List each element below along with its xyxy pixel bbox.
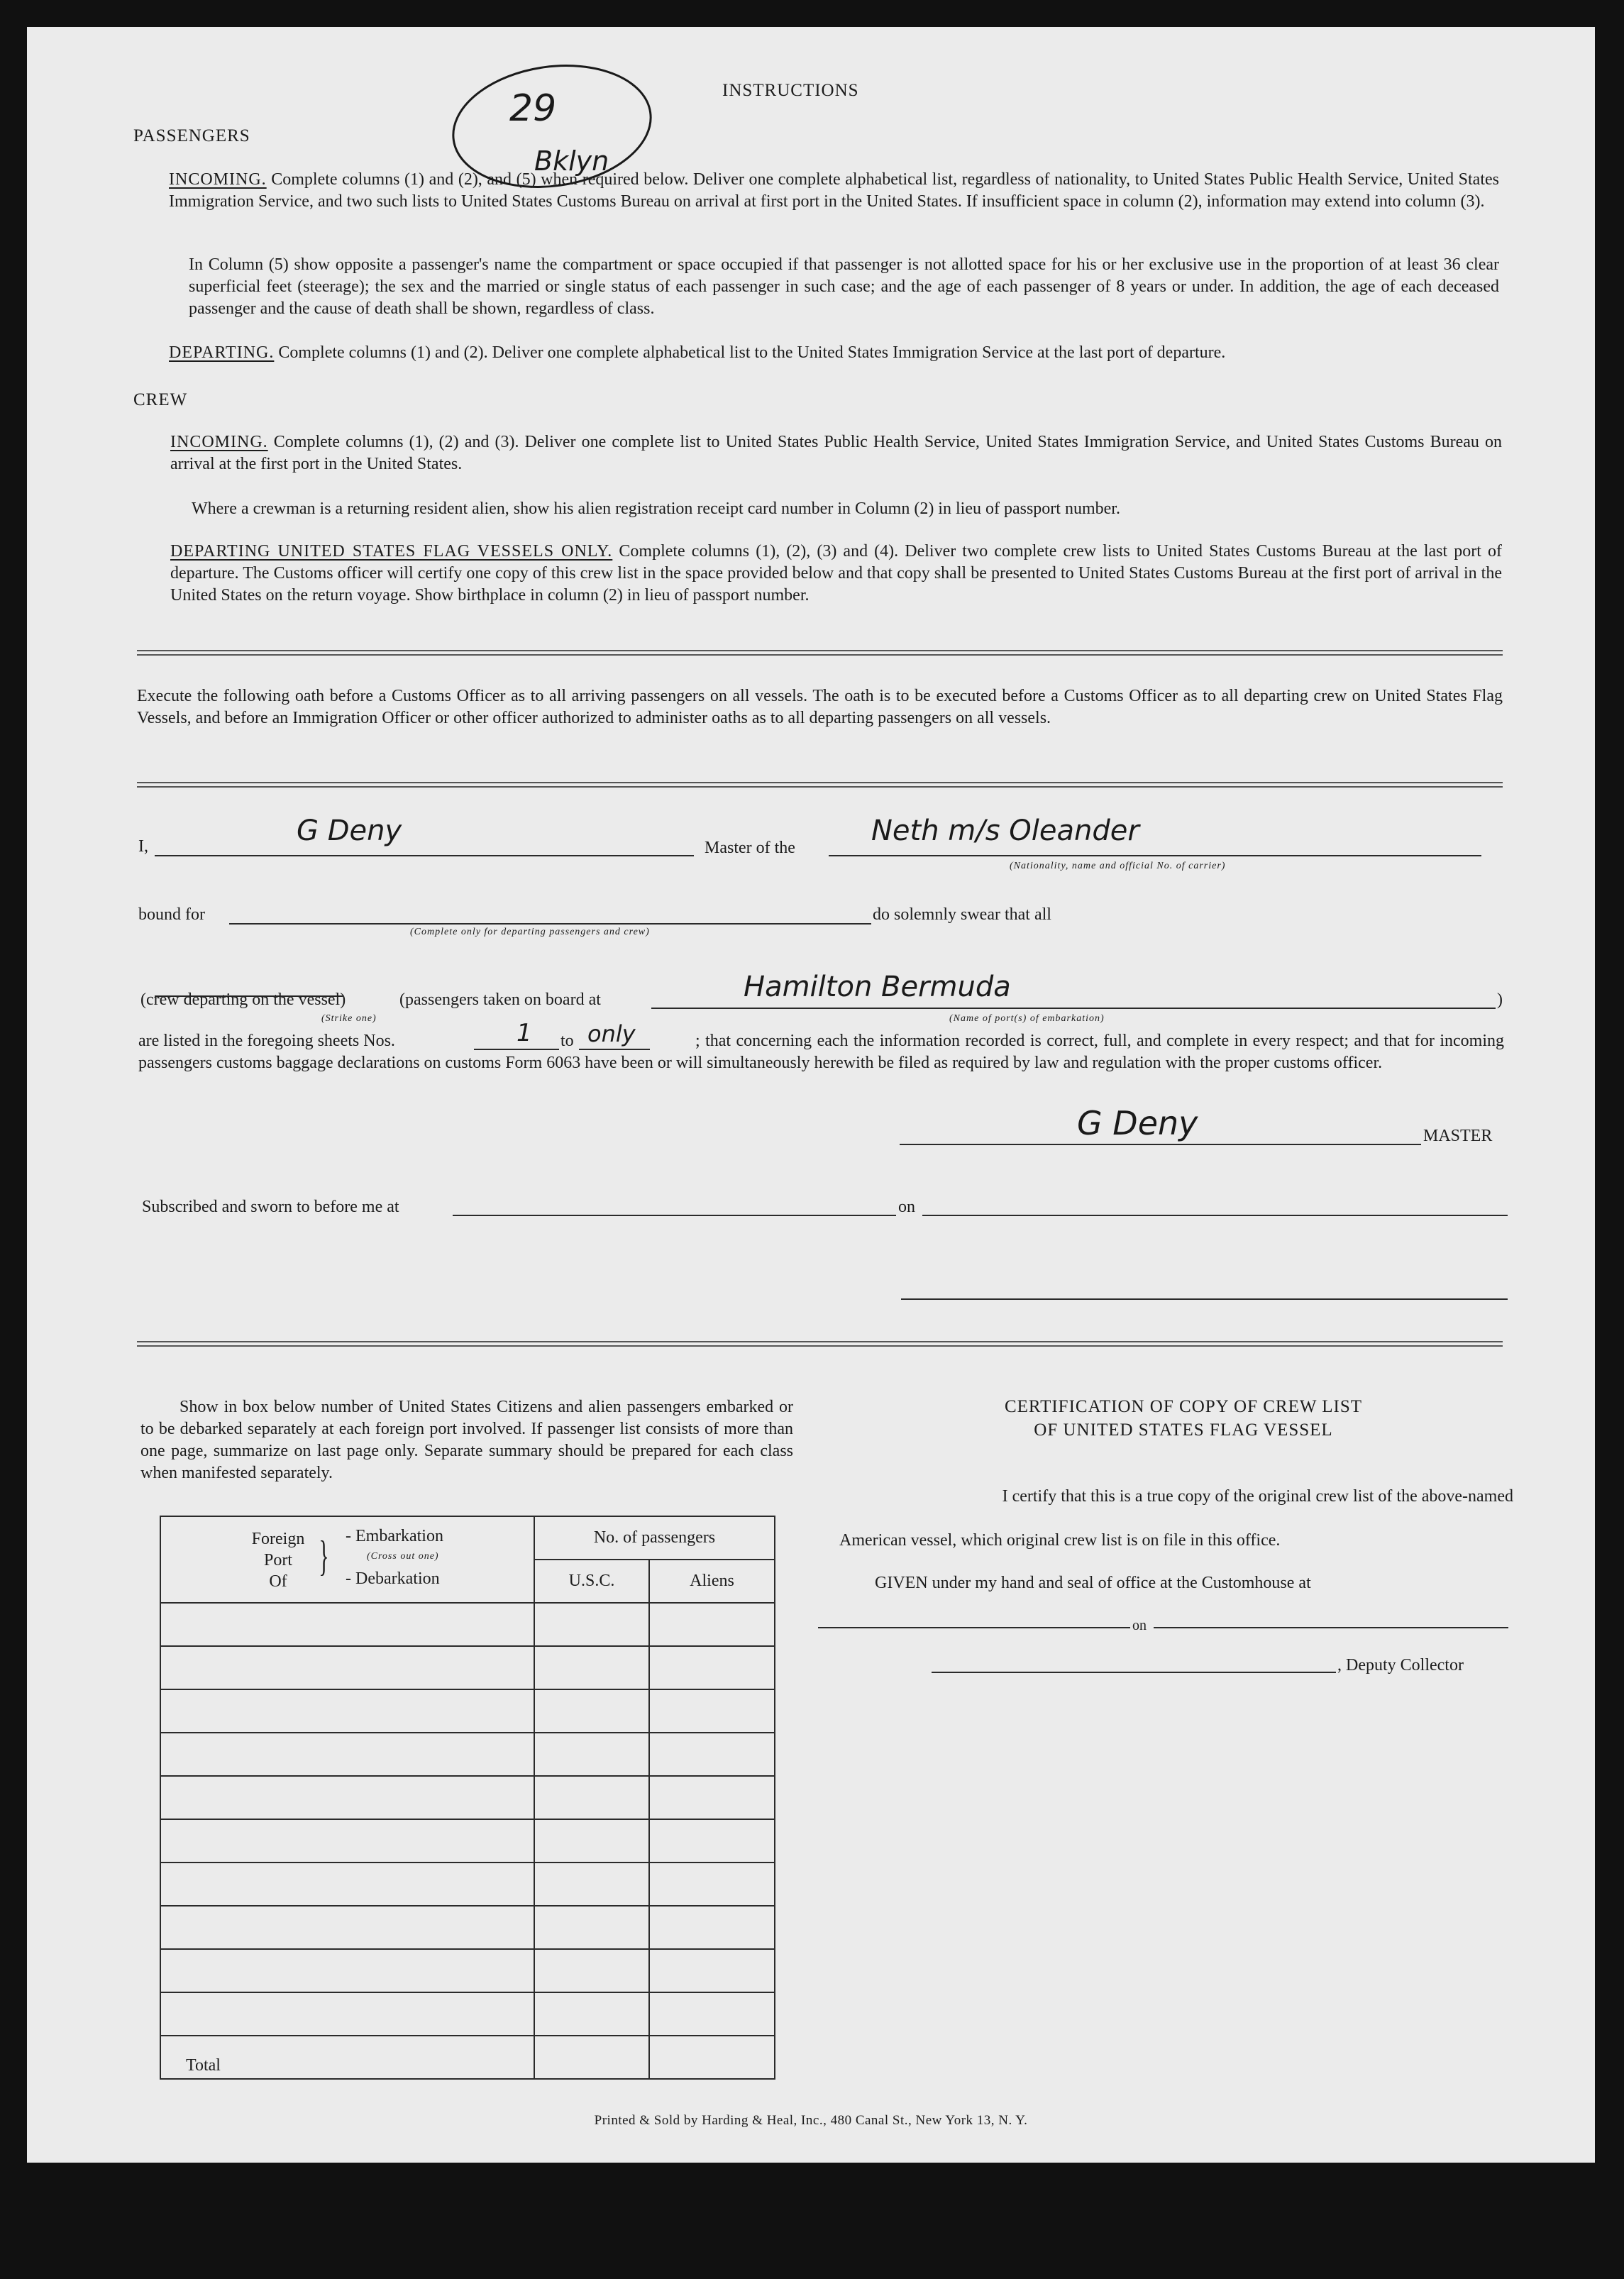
port-header-cell <box>160 1516 534 1603</box>
crew-heading: CREW <box>133 390 188 409</box>
usc-cell[interactable] <box>534 1776 649 1819</box>
total-row <box>160 2036 775 2079</box>
usc-cell[interactable] <box>534 1733 649 1776</box>
aliens-total-cell[interactable] <box>649 2036 775 2079</box>
divider <box>137 650 1503 656</box>
passengers-departing-text: Complete columns (1) and (2). Deliver one complete alphabetical list to the United States Immigration Service at the last port of departure. <box>278 343 1226 362</box>
vessel-handwritten: Neth m/s Oleander <box>871 815 1139 847</box>
page-title: INSTRUCTIONS <box>722 81 859 100</box>
crew-departing-struck: (crew departing on the vessel) <box>140 990 346 1009</box>
on-label: on <box>898 1198 915 1216</box>
usc-cell[interactable] <box>534 1689 649 1733</box>
crew-resident-paragraph: Where a crewman is a returning resident alien, show his alien registration receipt card number in Column (2) in lieu of passport number. <box>192 500 1120 518</box>
passengers-departing-paragraph <box>169 342 1499 364</box>
oath-intro: Execute the following oath before a Customs Officer as to all arriving passengers on all vessels. The oath is to be executed before a Customs Officer as to all departing crew on United States Flag Vessels, and before an Immigration Officer or other officer authorized to administer oaths as to all departing passengers on all vessels. <box>137 687 1503 727</box>
form-page <box>27 27 1595 2163</box>
bound-for-line[interactable] <box>229 923 871 925</box>
swear-text: do solemnly swear that all <box>873 905 1051 924</box>
port-cell[interactable] <box>160 1603 534 1646</box>
usc-cell[interactable] <box>534 1646 649 1689</box>
crew-incoming-text: Complete columns (1), (2) and (3). Deliver one complete list to United States Public Health Service, United States Immigration Service, and United States Customs Bureau on arrival at the first port in the United States. <box>170 433 1502 473</box>
no-passengers-header: No. of passengers <box>534 1516 775 1560</box>
foreign-label: Foreign <box>251 1530 305 1548</box>
strike-caption: (Strike one) <box>321 1013 377 1024</box>
aliens-cell[interactable] <box>649 1949 775 1992</box>
deputy-collector-label: , Deputy Collector <box>1337 1656 1464 1674</box>
sheet-to: only <box>587 1020 636 1047</box>
table-row <box>160 1863 775 1906</box>
port-cell[interactable] <box>160 1992 534 2036</box>
master-label: MASTER <box>1423 1127 1493 1145</box>
aliens-cell[interactable] <box>649 1689 775 1733</box>
table-row <box>160 1992 775 2036</box>
american-vessel-text: American vessel, which original crew list is on file in this office. <box>839 1531 1281 1550</box>
table-row <box>160 1819 775 1863</box>
certification-title-line2: OF UNITED STATES FLAG VESSEL <box>1034 1420 1333 1440</box>
close-paren: ) <box>1497 990 1503 1009</box>
port-cell[interactable] <box>160 1646 534 1689</box>
port-cell[interactable] <box>160 1733 534 1776</box>
aliens-cell[interactable] <box>649 1603 775 1646</box>
port-line[interactable] <box>651 1008 1496 1009</box>
master-name-line[interactable] <box>155 855 694 856</box>
aliens-cell[interactable] <box>649 1863 775 1906</box>
stamp-place: Bklyn <box>534 145 609 177</box>
usc-cell[interactable] <box>534 1819 649 1863</box>
vessel-caption: (Nationality, name and official No. of carrier) <box>1010 861 1226 871</box>
port-handwritten: Hamilton Bermuda <box>744 971 1011 1003</box>
usc-cell[interactable] <box>534 1863 649 1906</box>
usc-cell[interactable] <box>534 1906 649 1949</box>
sheet-from: 1 <box>517 1019 532 1047</box>
given-text: GIVEN under my hand and seal of office at the Customhouse at <box>875 1574 1311 1592</box>
table-row <box>160 1689 775 1733</box>
subscribed-date-line[interactable] <box>922 1215 1508 1216</box>
debarkation-label: - Debarkation <box>346 1569 440 1588</box>
port-cell[interactable] <box>160 1776 534 1819</box>
aliens-cell[interactable] <box>649 1733 775 1776</box>
passengers-incoming-text: Complete columns (1) and (2), and (5) when required below. Deliver one complete alphabetical list, regardless of nationality, to United States Public Health Service, United States Immigration Service, and two such lists to United States Customs Bureau on arrival at first port in the United States. If insufficient space in column (2), information may extend into column (3). <box>169 170 1499 211</box>
table-row <box>160 1776 775 1819</box>
passengers-incoming-label: INCOMING. <box>169 170 267 189</box>
table-row <box>160 1949 775 1992</box>
aliens-cell[interactable] <box>649 1992 775 2036</box>
brace-icon: } <box>319 1533 329 1579</box>
usc-cell[interactable] <box>534 1603 649 1646</box>
bound-for-label: bound for <box>138 905 205 924</box>
passengers-heading: PASSENGERS <box>133 126 250 145</box>
column5-paragraph: In Column (5) show opposite a passenger's name the compartment or space occupied if that passenger is not allotted space for his or her exclusive use in the proportion of at least 36 clear superficial feet (steerage); the sex and the married or single status of each passenger in such case; and the age of each passenger of 8 years or under. In addition, the age of each deceased passenger and the cause of death shall be shown, regardless of class. <box>189 255 1499 318</box>
deputy-signature-line[interactable] <box>932 1672 1336 1673</box>
master-signature-line[interactable] <box>900 1144 1421 1145</box>
subscribed-label: Subscribed and sworn to before me at <box>142 1198 399 1216</box>
certification-title-line1: CERTIFICATION OF COPY OF CREW LIST <box>1004 1397 1363 1416</box>
oath-i-label: I, <box>138 837 148 856</box>
officer-signature-line[interactable] <box>901 1298 1508 1300</box>
passengers-incoming-paragraph <box>169 169 1499 213</box>
divider <box>137 782 1503 788</box>
table-row <box>160 1733 775 1776</box>
crew-incoming-label: INCOMING. <box>170 433 268 451</box>
crew-departing-text: Complete columns (1), (2), (3) and (4). Deliver two complete crew lists to United States Customs Bureau at the last port of departure. The Customs officer will certify one copy of this crew list in the space provided below and that copy shall be presented to United States Customs Bureau at the first port of arrival in the United States on the return voyage. Show birthplace in column (2) in lieu of passport number. <box>170 542 1503 605</box>
certify-text: I certify that this is a true copy of the original crew list of the above-named <box>1002 1487 1513 1506</box>
cert-date-line[interactable] <box>1154 1627 1508 1628</box>
customhouse-line[interactable] <box>818 1627 1130 1628</box>
master-signature-1: G Deny <box>297 815 402 847</box>
passengers-departing-label: DEPARTING. <box>169 343 275 362</box>
concerning-text: ; that concerning each the information recorded is correct, full, and complete in every respect; and that for incoming passengers customs baggage declarations on customs Form 6063 have been or will simultaneously herewith be filed as required by law and regulation with the proper customs officer. <box>138 1032 1504 1072</box>
stamp-number: 29 <box>509 87 557 130</box>
port-cell[interactable] <box>160 1689 534 1733</box>
bound-for-caption: (Complete only for departing passengers and crew) <box>410 927 650 937</box>
crew-departing-label: DEPARTING UNITED STATES FLAG VESSELS ONLY. <box>170 542 613 561</box>
usc-cell[interactable] <box>534 1992 649 2036</box>
port-cell[interactable] <box>160 1863 534 1906</box>
of-label: Of <box>269 1572 287 1591</box>
certification-title <box>864 1395 1503 1442</box>
listed-label: are listed in the foregoing sheets Nos. <box>138 1032 395 1050</box>
port-cell[interactable] <box>160 1819 534 1863</box>
embarkation-label: - Embarkation <box>346 1527 443 1545</box>
subscribed-place-line[interactable] <box>453 1215 896 1216</box>
usc-cell[interactable] <box>534 1949 649 1992</box>
aliens-cell[interactable] <box>649 1776 775 1819</box>
usc-total-cell[interactable] <box>534 2036 649 2079</box>
crew-departing-paragraph <box>170 541 1502 607</box>
total-label: Total <box>160 2036 534 2079</box>
summary-instructions: Show in box below number of United States Citizens and alien passengers embarked or to be debarked separately at each foreign port involved. If passenger list consists of more than one page, summarize on last page only. Separate summary should be prepared for each class when manifested separately. <box>140 1398 793 1482</box>
crew-incoming-paragraph <box>170 431 1502 475</box>
vessel-line[interactable] <box>829 855 1481 856</box>
crew-departing-option <box>140 989 346 1011</box>
master-signature-2: G Deny <box>1077 1104 1198 1142</box>
port-label: Port <box>263 1551 292 1569</box>
aliens-cell[interactable] <box>649 1906 775 1949</box>
port-caption: (Name of port(s) of embarkation) <box>949 1013 1105 1024</box>
port-cell[interactable] <box>160 1949 534 1992</box>
master-of-label: Master of the <box>705 839 795 857</box>
usc-header: U.S.C. <box>534 1560 649 1603</box>
port-cell[interactable] <box>160 1906 534 1949</box>
aliens-cell[interactable] <box>649 1646 775 1689</box>
cert-on-label: on <box>1132 1618 1147 1633</box>
divider <box>137 1341 1503 1347</box>
aliens-cell[interactable] <box>649 1819 775 1863</box>
to-label: to <box>560 1032 574 1050</box>
passenger-summary-table <box>160 1516 775 2080</box>
table-row <box>160 1646 775 1689</box>
table-row <box>160 1603 775 1646</box>
printer-footer: Printed & Sold by Harding & Heal, Inc., 480 Canal St., New York 13, N. Y. <box>594 2113 1028 2128</box>
aliens-header: Aliens <box>649 1560 775 1603</box>
cross-out-caption: (Cross out one) <box>367 1551 439 1562</box>
table-row <box>160 1906 775 1949</box>
passengers-taken-label: (passengers taken on board at <box>399 990 601 1009</box>
